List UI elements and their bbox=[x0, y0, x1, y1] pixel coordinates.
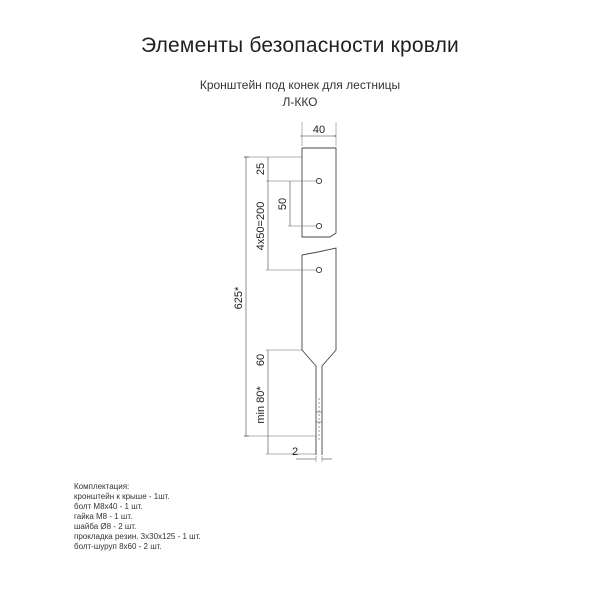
product-code: Л-ККО bbox=[282, 95, 318, 109]
kit-item: болт М8х40 - 1 шт. bbox=[74, 502, 143, 511]
kit-item: прокладка резин. 3х30х125 - 1 шт. bbox=[74, 532, 201, 541]
dim-thickness-label: 2 bbox=[291, 446, 299, 458]
dim-bend-length-label: 60 bbox=[255, 353, 267, 367]
bracket-outline bbox=[302, 148, 336, 455]
dim-width-label: 40 bbox=[312, 124, 326, 136]
hole bbox=[316, 267, 321, 272]
kit-item: гайка М8 - 1 шт. bbox=[74, 512, 133, 521]
page-title: Элементы безопасности кровли bbox=[141, 34, 459, 57]
kit-item: кронштейн к крыше - 1шт. bbox=[74, 492, 170, 501]
dim-total-length-label: 625* bbox=[233, 286, 245, 310]
tail-markings bbox=[316, 398, 322, 440]
kit-item: болт-шуруп 8х60 - 2 шт. bbox=[74, 542, 162, 551]
kit-item: шайба Ø8 - 2 шт. bbox=[74, 522, 137, 531]
dim-hole-spacing-label: 50 bbox=[277, 197, 289, 211]
dim-hole-series-label: 4x50=200 bbox=[255, 201, 267, 251]
hole bbox=[316, 178, 321, 183]
mounting-holes bbox=[316, 178, 321, 272]
dim-tail-min-label: min 80* bbox=[255, 386, 267, 424]
kit-contents bbox=[74, 482, 201, 552]
kit-contents-heading: Комплектация: bbox=[74, 482, 130, 491]
product-name: Кронштейн под конек для лестницы bbox=[199, 78, 401, 92]
hole bbox=[316, 223, 321, 228]
dim-top-offset-label: 25 bbox=[255, 162, 267, 176]
